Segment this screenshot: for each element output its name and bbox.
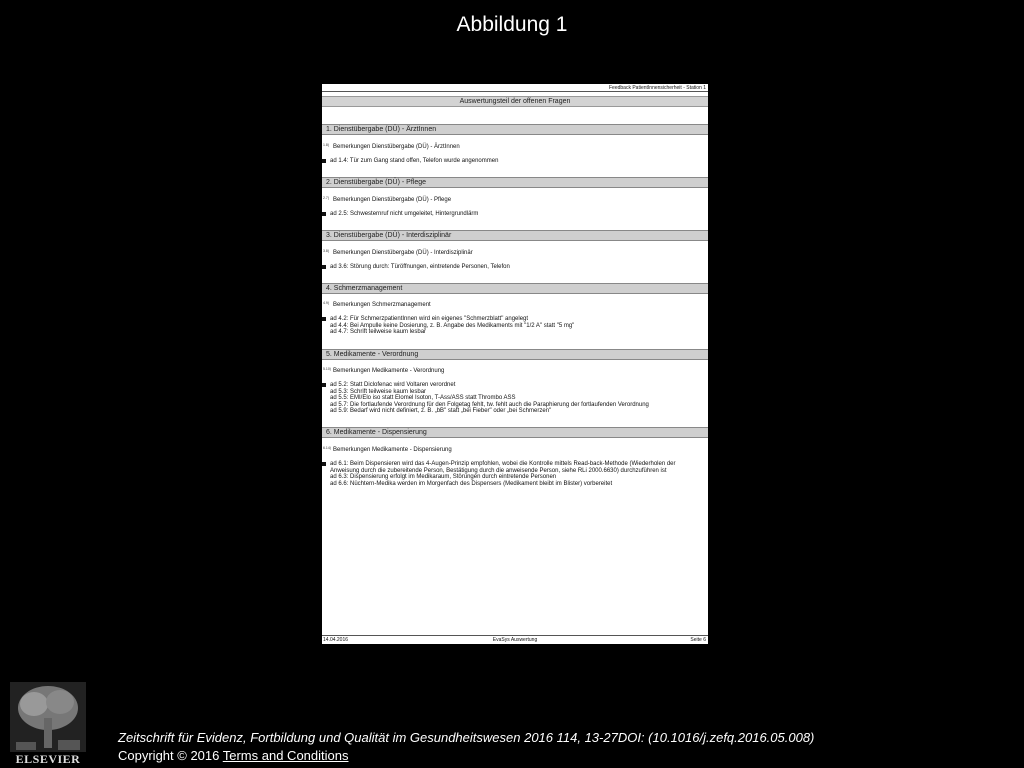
copyright-line [118,748,348,763]
answer-line: ad 5.2: Statt Diclofenac wird Voltaren verordnet [330,382,456,388]
question-label: Bemerkungen Dienstübergabe (DÜ) - ÄrztInnen [333,144,460,150]
question-number: 6.14) [323,446,331,450]
question-row [322,301,708,310]
section-heading: 6. Medikamente - Dispensierung [322,427,708,438]
copyright-text: Copyright © 2016 [118,748,220,763]
footer-date: 14.04.2016 [323,637,349,643]
bullet-square-icon [322,317,326,321]
answer-line: ad 3.6: Störung durch: Türöffnungen, eintretende Personen, Telefon [330,264,510,270]
answer-line: Anweisung durch die zubereitende Person, Bestätigung durch die anweisende Person, siehe RLi 2000.6630) durchzuführen ist [330,467,667,474]
bullet-square-icon [322,265,326,269]
question-row [322,446,708,455]
document-banner: Auswertungsteil der offenen Fragen [322,96,708,107]
answer-line: ad 5.9: Bedarf wird nicht definiert, z. B. „bB" statt „bei Fieber" oder „bei Schmerzen" [330,408,552,414]
answer-line: ad 4.4: Bei Ampulle keine Dosierung, z. B. Angabe des Medikaments mit "1/2 A" statt "5 mg" [330,322,575,329]
answer-line: ad 5.3: Schrift teilweise kaum lesbar [330,388,427,395]
question-row [322,367,708,376]
answer-line: ad 4.7: Schrift teilweise kaum lesbar [330,329,427,335]
question-label: Bemerkungen Dienstübergabe (DÜ) - Pflege [333,197,452,203]
question-row [322,196,708,205]
bullet-square-icon [322,462,326,466]
elsevier-logo-text: ELSEVIER [15,752,81,766]
answer-line: ad 2.5: Schwesternruf nicht umgeleitet, Hintergrundlärm [330,211,479,217]
citation-text: Zeitschrift für Evidenz, Fortbildung und Qualität im Gesundheitswesen 2016 114, 13-27DOI: (10.1016/j.zefq.2016.05.008) [118,730,815,745]
answer-line: ad 6.1: Beim Dispensieren wird das 4-Augen-Prinzip empfohlen, wobei die Kontrolle mittels Read-back-Methode (Wiederholen der [330,461,676,467]
question-row [322,143,708,152]
question-number: 2.7) [323,196,330,200]
slide-title: Abbildung 1 [456,13,568,36]
document-page [322,84,708,644]
question-number: 5.10) [323,367,331,371]
document-footer [322,635,708,644]
question-number: 3.8) [323,249,330,253]
footer-center: EvaSys Auswertung [492,637,538,643]
bullet-square-icon [322,159,326,163]
question-label: Bemerkungen Dienstübergabe (DÜ) - Interdisziplinär [333,250,473,256]
question-row [322,249,708,258]
question-number: 4.9) [323,301,330,305]
bullet-square-icon [322,212,326,216]
answer-line: ad 6.6: Nüchtern-Medika werden im Morgenfach des Dispensers (Medikament bleibt im Blister) vorbereitet [330,480,613,487]
document-header: Feedback PatientInnensicherheit - Station 1 [322,84,708,92]
answer-line: ad 1.4: Tür zum Gang stand offen, Telefon wurde angenommen [330,158,499,164]
answer-line: ad 5.7: Die fortlaufende Verordnung für den Folgetag fehlt, tw. fehlt auch die Paraphierung der fortlaufenden Verordnung [330,401,649,408]
section-heading: 4. Schmerzmanagement [322,283,708,294]
section-heading: 2. Dienstübergabe (DÜ) - Pflege [322,177,708,188]
footer-page-number: Seite 6 [690,637,706,643]
answer-line: ad 5.5: EMI/Elo iso statt Elomel Isoton, T-Ass/ASS statt Thrombo ASS [330,395,516,401]
terms-and-conditions-link[interactable]: Terms and Conditions [222,748,349,763]
answer-line: ad 4.2: Für SchmerzpatientInnen wird ein eigenes "Schmerzblatt" angelegt [330,316,529,322]
section-heading: 1. Dienstübergabe (DÜ) - ÄrztInnen [322,124,708,135]
section-heading: 3. Dienstübergabe (DÜ) - Interdisziplinär [322,230,708,241]
bullet-square-icon [322,383,326,387]
question-label: Bemerkungen Schmerzmanagement [333,302,431,308]
answer-line: ad 6.3: Dispensierung erfolgt im Medikaraum, Störungen durch eintretende Personen [330,474,557,480]
question-label: Bemerkungen Medikamente - Verordnung [333,368,445,374]
question-number: 1.8) [323,143,330,147]
question-label: Bemerkungen Medikamente - Dispensierung [333,447,452,453]
section-heading: 5. Medikamente - Verordnung [322,349,708,360]
